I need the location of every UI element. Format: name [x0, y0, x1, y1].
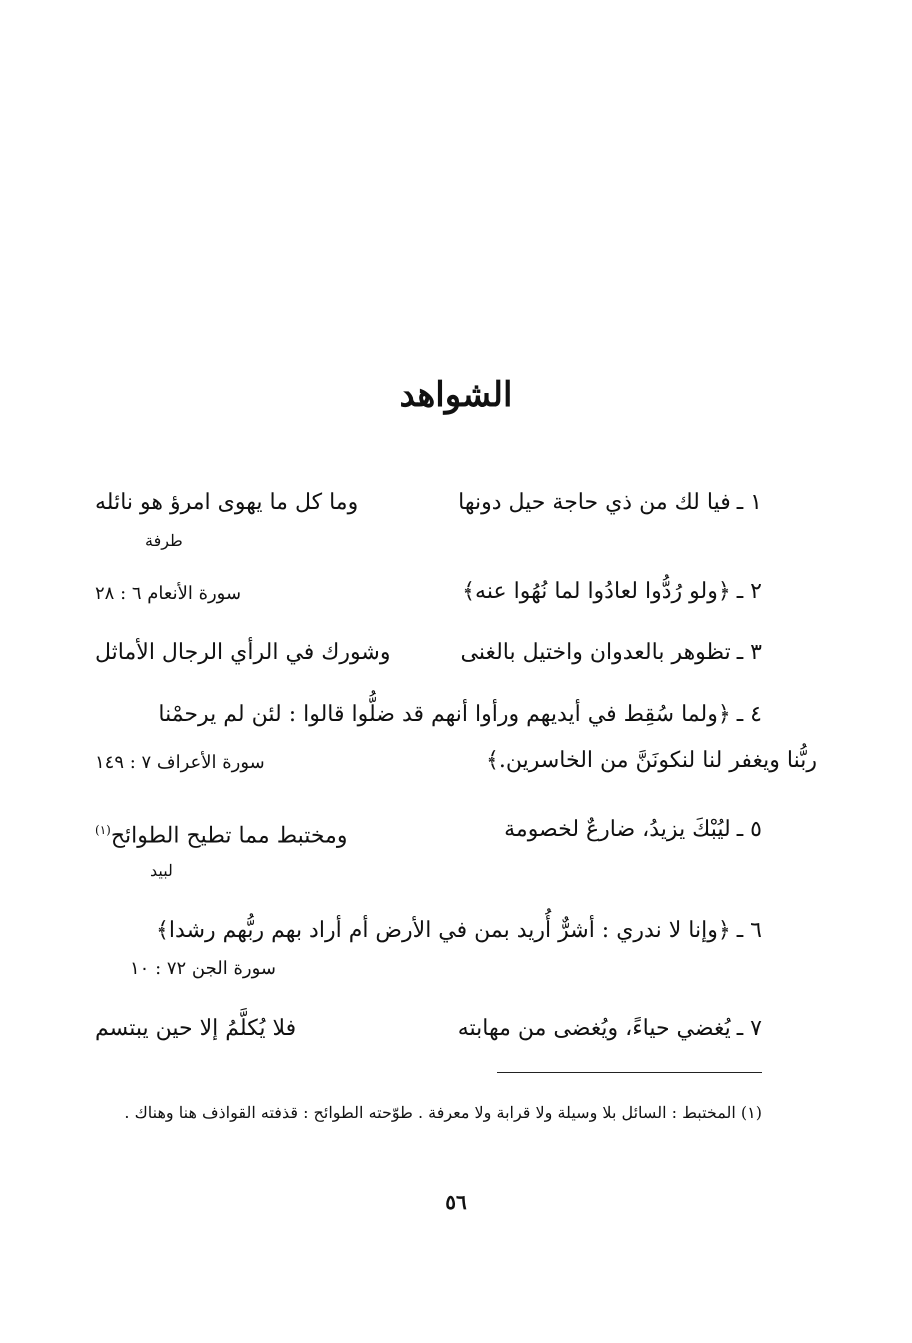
- quran-verse: ﴿ولو رُدُّوا لعادُوا لما نُهُوا عنه﴾: [462, 579, 731, 604]
- entry-5: [95, 813, 762, 847]
- hemistich-first: يُغضي حياءً، ويُغضى من مهابته: [457, 1016, 731, 1041]
- entry-7: [95, 1012, 762, 1046]
- entry-3: [95, 636, 762, 670]
- entry-1: [95, 486, 762, 520]
- entry-number: ٤ ـ: [736, 702, 762, 727]
- page-title: الشواهد: [399, 375, 513, 415]
- entry-2: [95, 575, 762, 609]
- surah-reference: سورة الأنعام ٦ : ٢٨: [95, 583, 242, 604]
- entry-number: ٢ ـ: [736, 579, 762, 604]
- hemistich-second-text: ومختبط مما تطيح الطوائح: [110, 823, 348, 849]
- page-number: ٥٦: [445, 1190, 467, 1214]
- quran-verse-continuation: ربُّنا ويغفر لنا لنكونَنَّ من الخاسرين.﴾: [485, 748, 817, 773]
- footnote-divider: [497, 1072, 762, 1073]
- hemistich-first: ليُبْكَ يزيدُ، ضارعٌ لخصومة: [504, 817, 731, 842]
- entry-number: ٧ ـ: [736, 1016, 762, 1041]
- hemistich-second: وما كل ما يهوى امرؤ هو نائله: [95, 490, 359, 515]
- surah-reference: سورة الجن ٧٢ : ١٠: [130, 958, 276, 979]
- entry-4-continuation: [95, 744, 817, 778]
- entry-6: [95, 914, 762, 948]
- entry-4: [95, 698, 762, 732]
- hemistich-first: فيا لك من ذي حاجة حيل دونها: [458, 490, 731, 515]
- quran-verse: ﴿ولما سُقِط في أيديهم ورأوا أنهم قد ضلُّوا قالوا : لئن لم يرحمْنا: [158, 702, 731, 727]
- entry-number: ٦ ـ: [736, 918, 762, 943]
- entry-number: ٣ ـ: [736, 640, 762, 665]
- hemistich-second: وشورك في الرأي الرجال الأماثل: [95, 640, 391, 665]
- footnote: (١) المختبط : السائل بلا وسيلة ولا قرابة ولا معرفة . طوّحته الطوائح : قذفته القواذف هنا وهناك .: [124, 1103, 762, 1122]
- footnote-marker: (١): [95, 823, 111, 837]
- poet-name: طرفة: [145, 531, 183, 550]
- surah-reference: سورة الأعراف ٧ : ١٤٩: [95, 752, 265, 773]
- entry-number: ٥ ـ: [736, 817, 762, 842]
- quran-verse: ﴿وإنا لا ندري : أشرٌّ أُريد بمن في الأرض أم أراد بهم ربُّهم رشدا﴾: [156, 918, 731, 943]
- hemistich-first: تظوهر بالعدوان واختيل بالغنى: [460, 640, 731, 665]
- hemistich-second: [95, 813, 347, 853]
- entry-number: ١ ـ: [736, 490, 762, 515]
- poet-name: لبيد: [150, 861, 173, 880]
- hemistich-second: فلا يُكلَّمُ إلا حين يبتسم: [95, 1016, 297, 1041]
